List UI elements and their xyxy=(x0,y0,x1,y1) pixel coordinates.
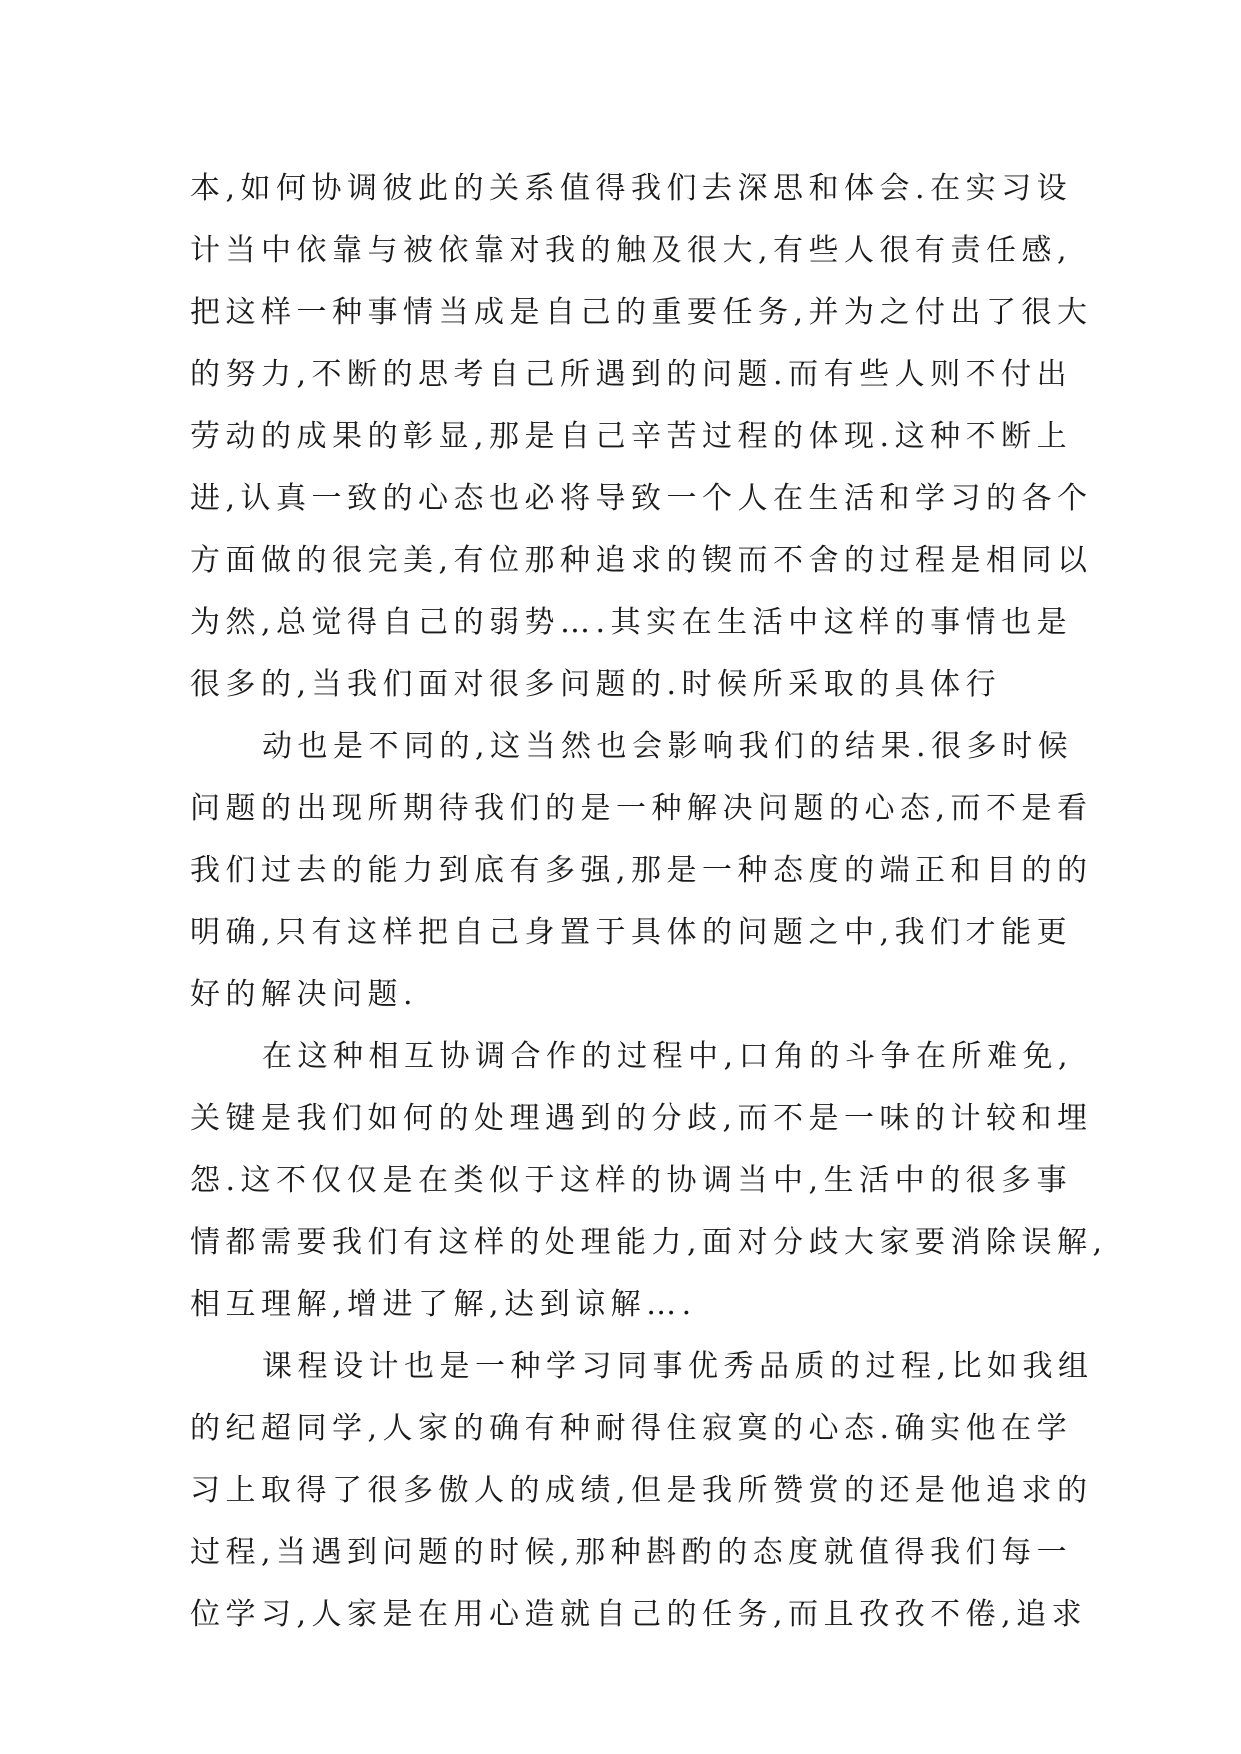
text-line: 相互理解,增进了解,达到谅解…. xyxy=(190,1287,697,1322)
text-line: 课程设计也是一种学习同事优秀品质的过程,比如我组 xyxy=(262,1349,1094,1384)
text-line: 明确,只有这样把自己身置于具体的问题之中,我们才能更 xyxy=(190,915,1073,950)
paragraph-3 xyxy=(190,1026,1108,1336)
text-line: 劳动的成果的彰显,那是自己辛苦过程的体现.这种不断上 xyxy=(190,419,1073,454)
text-line: 我们过去的能力到底有多强,那是一种态度的端正和目的的 xyxy=(190,853,1093,888)
text-line: 动也是不同的,这当然也会影响我们的结果.很多时候 xyxy=(262,729,1074,764)
text-line: 好的解决问题. xyxy=(190,977,419,1012)
text-line: 很多的,当我们面对很多问题的.时候所采取的具体行 xyxy=(190,667,1002,702)
text-line: 的努力,不断的思考自己所遇到的问题.而有些人则不付出 xyxy=(190,357,1073,392)
paragraph-4 xyxy=(190,1336,1094,1646)
text-line: 为然,总觉得自己的弱势….其实在生活中这样的事情也是 xyxy=(190,605,1073,640)
text-line: 关键是我们如何的处理遇到的分歧,而不是一味的计较和埋 xyxy=(190,1101,1093,1136)
text-line: 怨.这不仅仅是在类似于这样的协调当中,生活中的很多事 xyxy=(190,1163,1073,1198)
text-line: 情都需要我们有这样的处理能力,面对分歧大家要消除误解, xyxy=(190,1225,1108,1260)
text-line: 进,认真一致的心态也必将导致一个人在生活和学习的各个 xyxy=(190,481,1093,516)
text-line: 计当中依靠与被依靠对我的触及很大,有些人很有责任感, xyxy=(190,233,1073,268)
text-line: 习上取得了很多傲人的成绩,但是我所赞赏的还是他追求的 xyxy=(190,1473,1093,1508)
document-body xyxy=(190,158,1108,1646)
paragraph-2 xyxy=(190,716,1093,1026)
text-line: 的纪超同学,人家的确有种耐得住寂寞的心态.确实他在学 xyxy=(190,1411,1073,1446)
text-line: 把这样一种事情当成是自己的重要任务,并为之付出了很大 xyxy=(190,295,1093,330)
text-line: 问题的出现所期待我们的是一种解决问题的心态,而不是看 xyxy=(190,791,1093,826)
text-line: 方面做的很完美,有位那种追求的锲而不舍的过程是相同以 xyxy=(190,543,1093,578)
text-line: 过程,当遇到问题的时候,那种斟酌的态度就值得我们每一 xyxy=(190,1535,1073,1570)
paragraph-1 xyxy=(190,158,1093,716)
text-line: 在这种相互协调合作的过程中,口角的斗争在所难免, xyxy=(262,1039,1074,1074)
text-line: 本,如何协调彼此的关系值得我们去深思和体会.在实习设 xyxy=(190,171,1073,206)
text-line: 位学习,人家是在用心造就自己的任务,而且孜孜不倦,追求 xyxy=(190,1597,1088,1632)
